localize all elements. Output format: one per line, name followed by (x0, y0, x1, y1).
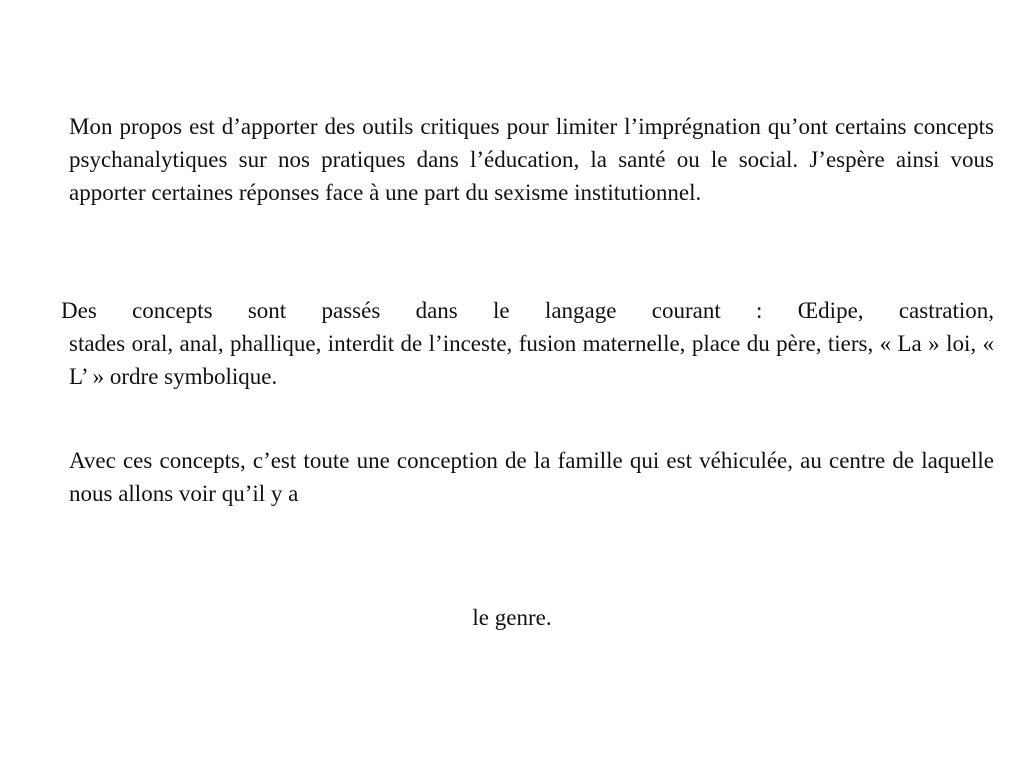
paragraph-intro: Mon propos est d’apporter des outils critiques pour limiter l’imprégnation qu’ont certains concepts psychanalytiques sur nos pratiques dans l’éducation, la santé ou le social. J’espère ainsi vous apporter certaines réponses face à une part du sexisme institutionnel. (69, 114, 994, 205)
paragraph-concepts-rest: stades oral, anal, phallique, interdit de l’inceste, fusion maternelle, place du père, tiers, « La » loi, « L’ » ordre symbolique. (69, 331, 994, 389)
paragraph-concepts (61, 294, 994, 393)
closing-line: le genre. (472, 605, 552, 630)
paragraph-family-conception: Avec ces concepts, c’est toute une conception de la famille qui est véhiculée, au centre de laquelle nous allons voir qu’il y a (69, 448, 994, 506)
paragraph-concepts-first-line: Des concepts sont passés dans le langage courant : Œdipe, castration, (61, 298, 994, 323)
